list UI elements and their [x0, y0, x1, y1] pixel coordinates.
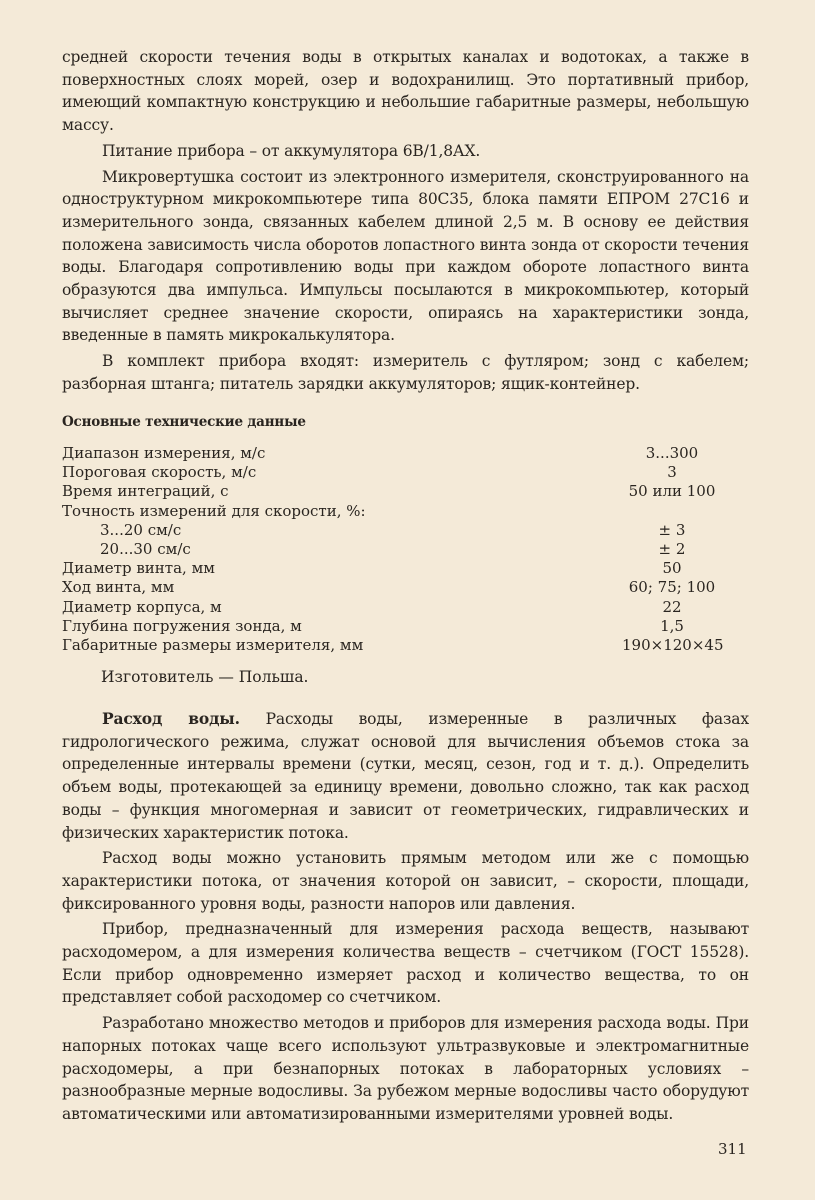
- paragraph-text: Расходы воды, измеренные в различных фазах гидрологического режима, служат основой для вычисления объемов стока за определенные интервалы времени (сутки, месяц, сезон, год и т. д.). Определить объем воды, протекающей за единицу времени, довольно сложно, так как расход воды – функция многомерная и зависит от геометрических, гидравлических и физических характеристик потока.: [62, 710, 749, 842]
- spec-row: [62, 482, 749, 501]
- spec-value: 60; 75; 100: [628, 578, 716, 597]
- spec-label: Габаритные размеры измерителя, мм: [62, 635, 364, 654]
- spec-label: 3...20 см/с: [100, 520, 182, 539]
- spec-value: 3...300: [645, 444, 699, 462]
- specs-heading: Основные технические данные: [62, 414, 306, 430]
- spec-label: Диапазон измерения, м/с: [62, 444, 266, 462]
- spec-row: [62, 559, 749, 578]
- spec-value: 3: [667, 463, 677, 482]
- paragraph-kit-contents: В комплект прибора входят: измеритель с футляром; зонд с кабелем; разборная штанга; питатель зарядки аккумуляторов; ящик-контейнер.: [62, 352, 749, 393]
- bottom-text-block: [62, 708, 749, 1126]
- spec-row: [62, 636, 749, 655]
- spec-value: 50 или 100: [628, 482, 716, 501]
- page-number: 311: [718, 1140, 747, 1158]
- paragraph-continuation: средней скорости течения воды в открытых каналах и водотоках, а также в поверхностных слоях морей, озер и водохранилищ. Это портативный прибор, имеющий компактную конструкцию и небольшие габаритные размеры, небольшую массу.: [62, 48, 749, 135]
- spec-value: 22: [662, 597, 682, 616]
- spec-value: 1,5: [660, 616, 684, 635]
- spec-row: [62, 502, 749, 521]
- paragraph-power-supply: Питание прибора – от аккумулятора 6В/1,8АХ.: [102, 141, 481, 160]
- spec-label: Пороговая скорость, м/с: [62, 463, 257, 482]
- spec-value: 50: [662, 559, 682, 578]
- manufacturer-line: Изготовитель — Польша.: [101, 668, 309, 686]
- spec-label: Диаметр винта, мм: [62, 559, 215, 578]
- top-text-block: [62, 46, 749, 396]
- spec-row: [62, 540, 749, 559]
- spec-row: [62, 444, 749, 463]
- paragraph-flowmeter-definition: Прибор, предназначенный для измерения расхода веществ, называют расходомером, а для измерения количества веществ – счетчиком (ГОСТ 15528). Если прибор одновременно измеряет расход и количество вещества, то он представляет собой расходомер со счетчиком.: [62, 920, 749, 1007]
- spec-row: [62, 463, 749, 482]
- paragraph-water-discharge: [62, 708, 749, 844]
- spec-label: Диаметр корпуса, м: [62, 597, 222, 616]
- spec-row: [62, 598, 749, 617]
- spec-label: 20...30 см/с: [100, 539, 191, 558]
- spec-value: 190×120×45: [622, 635, 724, 654]
- spec-label: Глубина погружения зонда, м: [62, 616, 302, 635]
- spec-label: Время интеграций, с: [62, 482, 229, 501]
- section-run-in-heading: Расход воды.: [102, 709, 240, 728]
- spec-label: Точность измерений для скорости, %:: [62, 501, 366, 520]
- spec-label: Ход винта, мм: [62, 578, 175, 597]
- spec-value: ± 2: [658, 539, 686, 558]
- paragraph-methods: Разработано множество методов и приборов для измерения расхода воды. При напорных потоках чаще всего используют ультразвуковые и электромагнитные расходомеры, а при безнапорных потоках в лабораторных условиях – разнообразные мерные водосливы. За рубежом мерные водосливы часто оборудуют автоматическими или автоматизированными измерителями уровней воды.: [62, 1014, 749, 1123]
- spec-row: [62, 521, 749, 540]
- paragraph-device-description: Микровертушка состоит из электронного измерителя, сконструированного на одноструктурном микрокомпьютере типа 80С35, блока памяти ЕПРОМ 27С16 и измерительного зонда, связанных кабелем длиной 2,5 м. В основу ее действия положена зависимость числа оборотов лопастного винта зонда от скорости течения воды. Благодаря сопротивлению воды при каждом обороте лопастного винта образуются два импульса. Импульсы посылаются в микрокомпьютер, который вычисляет среднее значение скорости, опираясь на характеристики зонда, введенные в память микрокалькулятора.: [62, 167, 749, 345]
- spec-row: [62, 617, 749, 636]
- specs-table: [62, 444, 749, 655]
- paragraph-direct-method: Расход воды можно установить прямым методом или же с помощью характеристики потока, от значения которой он зависит, – скорости, площади, фиксированного уровня воды, разности напоров или давления.: [62, 849, 749, 913]
- spec-value: ± 3: [658, 520, 686, 539]
- spec-row: [62, 578, 749, 597]
